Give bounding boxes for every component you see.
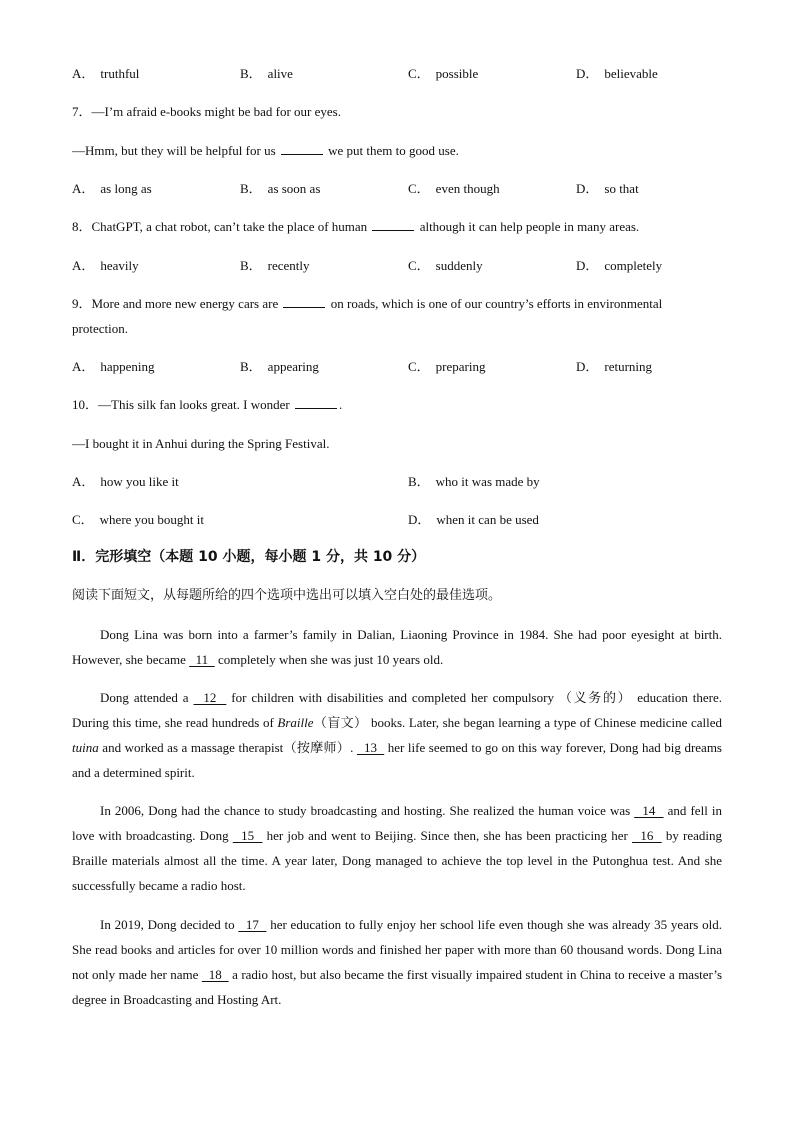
passage-paragraph-3: In 2006, Dong had the chance to study broadcasting and hosting. She realized the human voice was 14 and fell in love with broadcasting. Dong 15 her job and went to Beijing. Since then, she has been practicing her 16 by reading Braille materials almost all the time. A year later, Dong managed to achieve the top level in the Putonghua test. And she successfully became a radio host. <box>72 803 723 893</box>
q9-blank <box>283 296 325 308</box>
q8-option-b[interactable]: B． recently <box>240 258 310 273</box>
q9-options <box>72 359 732 375</box>
q9-option-b[interactable]: B． appearing <box>240 359 319 374</box>
q6-option-d[interactable]: D． believable <box>576 66 658 81</box>
q9-stem-cont: protection. <box>72 321 128 336</box>
q7-blank <box>281 143 323 155</box>
q6-option-c[interactable]: C． possible <box>408 66 479 81</box>
q7-options <box>72 181 732 197</box>
q8-option-d[interactable]: D． completely <box>576 258 663 273</box>
cloze-blank-16: 16 <box>632 828 662 843</box>
cloze-blank-17: 17 <box>238 917 267 932</box>
cloze-blank-11: 11 <box>189 652 215 667</box>
q7-option-a[interactable]: A． as long as <box>72 181 152 196</box>
q7-stem: 7．—I’m afraid e-books might be bad for our eyes. <box>72 104 341 119</box>
q10-options-row2 <box>72 512 732 528</box>
q10-blank <box>295 397 337 409</box>
q7-option-c[interactable]: C． even though <box>408 181 500 196</box>
q9-option-c[interactable]: C． preparing <box>408 359 486 374</box>
q8-stem: 8．ChatGPT, a chat robot, can’t take the place of human although it can help people in many areas. <box>72 219 640 234</box>
q8-option-c[interactable]: C． suddenly <box>408 258 483 273</box>
section-heading: Ⅱ．完形填空（本题 10 小题，每小题 1 分，共 10 分） <box>72 549 426 565</box>
cloze-blank-13: 13 <box>356 740 385 755</box>
q7-option-d[interactable]: D． so that <box>576 181 639 196</box>
q6-option-b[interactable]: B． alive <box>240 66 293 81</box>
q7-stem-reply: —Hmm, but they will be helpful for us we put them to good use. <box>72 143 459 158</box>
q10-option-d[interactable]: D． when it can be used <box>408 512 539 527</box>
q10-stem: 10．—This silk fan looks great. I wonder . <box>72 397 343 412</box>
q9-stem: 9．More and more new energy cars are on roads, which is one of our country’s efforts in environmental <box>72 296 663 311</box>
q10-option-b[interactable]: B． who it was made by <box>408 474 540 489</box>
q10-options-row1 <box>72 474 732 490</box>
cloze-blank-12: 12 <box>193 690 227 705</box>
passage-paragraph-1: Dong Lina was born into a farmer’s family in Dalian, Liaoning Province in 1984. She had poor eyesight at birth. However, she became 11 completely when she was just 10 years old. <box>72 627 722 667</box>
q10-option-a[interactable]: A． how you like it <box>72 474 179 489</box>
q8-options <box>72 258 732 274</box>
q9-option-a[interactable]: A． happening <box>72 359 155 374</box>
passage-paragraph-2: Dong attended a 12 for children with disabilities and completed her compulsory （义务的） education there. During this time, she read hundreds of Braille（盲文） books. Later, she began learning a type of Chinese medicine called tuina and worked as a massage therapist（按摩师）. 13 her life seemed to go on this way forever, Dong had big dreams and a determined spirit. <box>72 690 723 780</box>
q7-option-b[interactable]: B． as soon as <box>240 181 321 196</box>
section-instruction: 阅读下面短文，从每题所给的四个选项中选出可以填入空白处的最佳选项。 <box>72 588 502 603</box>
q10-stem-reply: —I bought it in Anhui during the Spring Festival. <box>72 436 330 451</box>
cloze-blank-15: 15 <box>232 828 263 843</box>
q6-options <box>72 66 732 82</box>
cloze-blank-14: 14 <box>634 803 664 818</box>
cloze-blank-18: 18 <box>201 967 229 982</box>
q8-blank <box>372 219 414 231</box>
q9-option-d[interactable]: D． returning <box>576 359 653 374</box>
q6-option-a[interactable]: A． truthful <box>72 66 140 81</box>
q8-option-a[interactable]: A． heavily <box>72 258 139 273</box>
passage-paragraph-4: In 2019, Dong decided to 17 her education to fully enjoy her school life even though she was already 35 years old. She read books and articles for over 10 million words and finished her paper with more than 60 thousand words. Dong Lina not only made her name 18 a radio host, but also became the first visually impaired student in China to receive a master’s degree in Broadcasting and Hosting Art. <box>72 917 723 1007</box>
q10-option-c[interactable]: C． where you bought it <box>72 512 205 527</box>
